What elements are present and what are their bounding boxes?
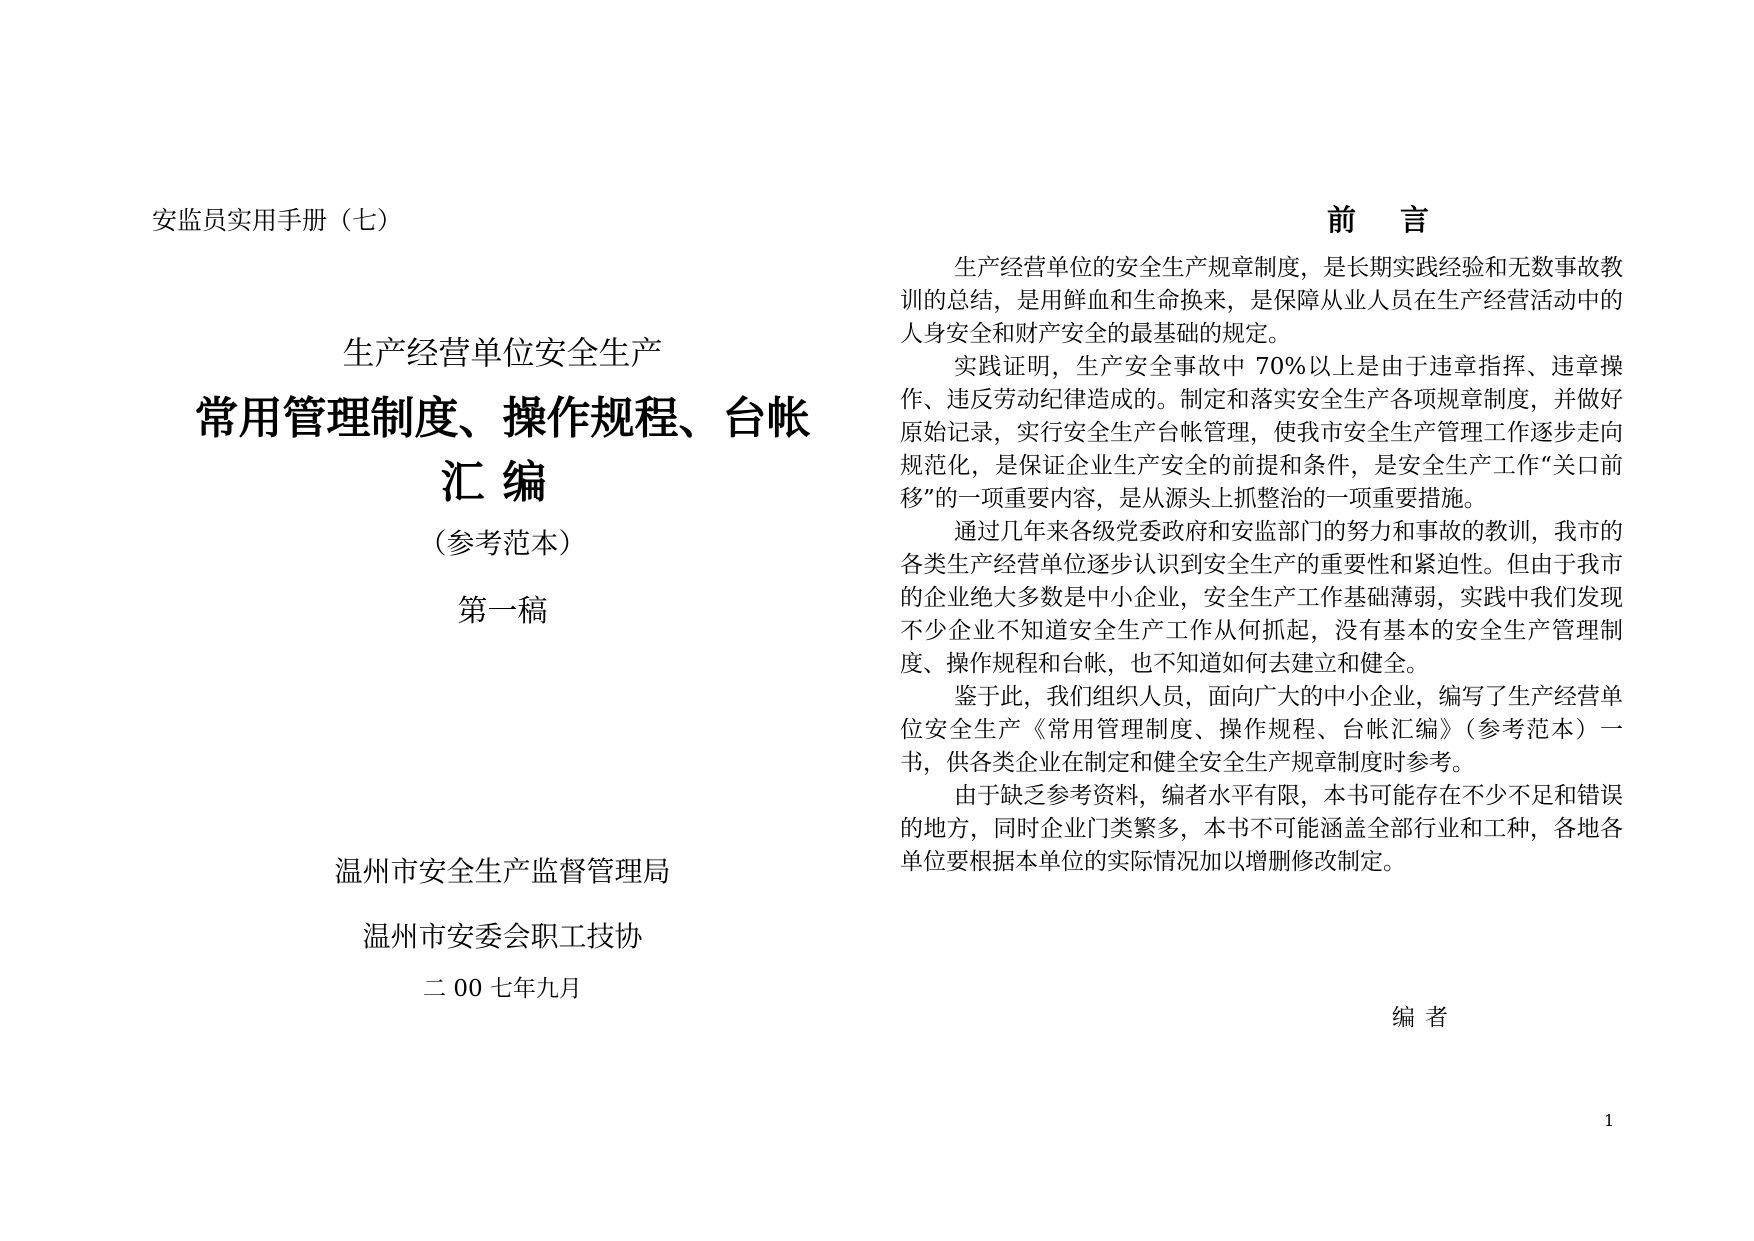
main-title-line-2: 汇编 bbox=[440, 457, 565, 508]
foreword-paragraph: 通过几年来各级党委政府和安监部门的努力和事故的教训，我市的各类生产经营单位逐步认识到安全生产的重要性和紧迫性。但由于我市的企业绝大多数是中小企业，安全生产工作基础薄弱，实践中我们发现不少企业不知道安全生产工作从何抓起，没有基本的安全生产管理制度、操作规程和台帐，也不知道如何去建立和健全。 bbox=[900, 519, 1623, 677]
foreword-body bbox=[900, 252, 1623, 879]
foreword-signature: 编者 bbox=[1392, 1005, 1458, 1031]
foreword-paragraph: 鉴于此，我们组织人员，面向广大的中小企业，编写了生产经营单位安全生产《常用管理制度、操作规程、台帐汇编》（参考范本）一书，供各类企业在制定和健全安全生产规章制度时参考。 bbox=[900, 684, 1623, 776]
foreword-heading: 前言 bbox=[1326, 203, 1473, 237]
foreword-paragraph: 生产经营单位的安全生产规章制度，是长期实践经验和无数事故教训的总结，是用鲜血和生命换来，是保障从业人员在生产经营活动中的人身安全和财产安全的最基础的规定。 bbox=[900, 255, 1623, 347]
series-title: 安监员实用手册（七） bbox=[152, 206, 403, 235]
draft-label: 第一稿 bbox=[457, 594, 548, 629]
organization-1: 温州市安全生产监督管理局 bbox=[334, 855, 671, 888]
publication-date: 二 00 七年九月 bbox=[423, 976, 582, 1002]
reference-note: （参考范本） bbox=[418, 527, 587, 560]
cover-subject: 生产经营单位安全生产 bbox=[342, 334, 663, 372]
foreword-paragraph: 由于缺乏参考资料，编者水平有限，本书可能存在不少不足和错误的地方，同时企业门类繁多，本书不可能涵盖全部行业和工种，各地各单位要根据本单位的实际情况加以增删修改制定。 bbox=[900, 783, 1623, 875]
main-title-line-1: 常用管理制度、操作规程、台帐 bbox=[194, 393, 811, 444]
foreword-page bbox=[877, 0, 1754, 1241]
page-number: 1 bbox=[1604, 1111, 1615, 1130]
organization-2: 温州市安委会职工技协 bbox=[362, 920, 643, 953]
foreword-paragraph: 实践证明，生产安全事故中 70%以上是由于违章指挥、违章操作、违反劳动纪律造成的。制定和落实安全生产各项规章制度，并做好原始记录，实行安全生产台帐管理，使我市安全生产管理工作逐步走向规范化，是保证企业生产安全的前提和条件，是安全生产工作“关口前移”的一项重要内容，是从源头上抓整治的一项重要措施。 bbox=[900, 354, 1623, 512]
